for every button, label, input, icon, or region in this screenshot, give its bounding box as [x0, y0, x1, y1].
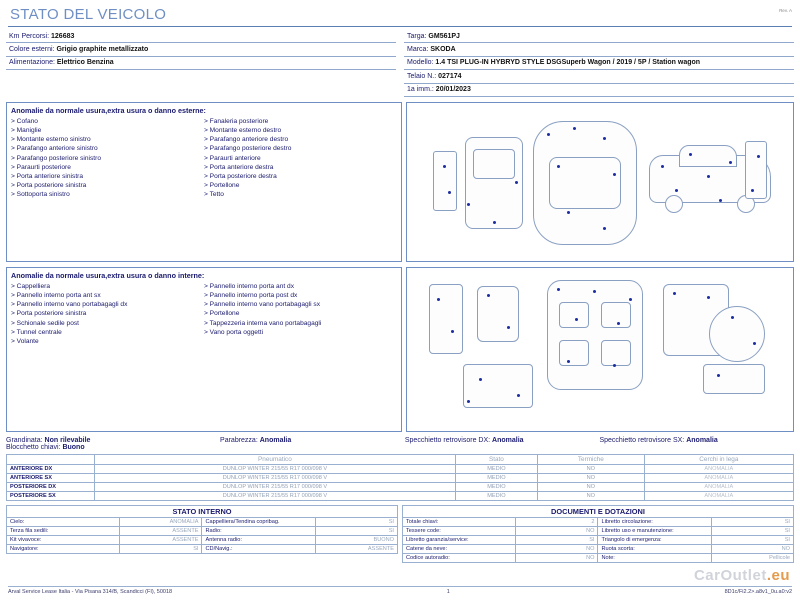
- document-key: Note:: [598, 554, 711, 563]
- tyre-rims: ANOMALIA: [644, 474, 793, 483]
- internal-damage-list: [6, 267, 402, 432]
- info-value-plate: GM561PJ: [428, 32, 460, 40]
- status-mirror-sx-label: Specchietto retrovisore SX:: [599, 437, 685, 445]
- list-item: > Volante: [11, 337, 39, 345]
- table-row: [403, 518, 794, 527]
- diagram-interior-left-panel: [429, 284, 463, 354]
- info-label-fuel: Alimentazione:: [9, 59, 55, 67]
- info-label-make: Marca:: [407, 45, 429, 53]
- table-header-row: [7, 455, 794, 465]
- document-value: NO: [516, 545, 598, 554]
- footer-reference: 8D1c/Fi2.2>.a8v1_0u.a0:v2: [724, 589, 792, 595]
- revision-label: Rev. A: [779, 8, 792, 13]
- table-row: [7, 527, 398, 536]
- list-item: > Fanaleria posteriore: [204, 118, 269, 126]
- status-keys-label: Blocchetto chiavi:: [6, 444, 61, 452]
- info-row-color: [6, 43, 396, 56]
- external-damage-list: [6, 102, 402, 262]
- bottom-tables: [6, 505, 794, 563]
- diagram-seat-row-2: [601, 302, 631, 328]
- footer-page-number: 1: [446, 589, 450, 595]
- tyre-rims: ANOMALIA: [644, 492, 793, 501]
- list-item: > Parafango anteriore sinistro: [11, 145, 98, 153]
- list-item: > Paraurti anteriore: [204, 154, 261, 162]
- document-key: Codice autoradio:: [403, 554, 516, 563]
- vehicle-info-grid: [6, 30, 794, 97]
- list-item: > Pannello interno porta ant dx: [204, 283, 294, 291]
- diagram-interior-bottom-panel: [463, 364, 533, 408]
- footer-company: Arval Service Lease Italia - Via Pisana 314/B, Scandicci (FI), 50018: [8, 589, 173, 595]
- table-row: [7, 465, 794, 474]
- interior-value: ASSENTE: [120, 527, 202, 536]
- document-value: Pellicole: [711, 554, 793, 563]
- internal-damage-col2: [204, 282, 397, 346]
- interior-value: ASSENTE: [315, 545, 397, 554]
- interior-table-wrap: [6, 505, 398, 563]
- status-hail-label: Grandinata:: [6, 437, 43, 445]
- tyre-state: MEDIO: [455, 483, 537, 492]
- tyre-position: POSTERIORE DX: [7, 483, 95, 492]
- document-key: Totale chiavi:: [403, 518, 516, 527]
- info-value-make: SKODA: [430, 45, 456, 53]
- info-row-make: [404, 43, 794, 56]
- document-value: SI: [516, 536, 598, 545]
- interior-key: Terza fila sedili:: [7, 527, 120, 536]
- status-keys: [6, 444, 220, 451]
- table-row: [7, 474, 794, 483]
- status-windscreen-label: Parabrezza:: [220, 437, 258, 445]
- list-item: > Pannello interno vano portabagagli dx: [11, 301, 128, 309]
- tyre-state: MEDIO: [455, 474, 537, 483]
- list-item: > Porta anteriore sinistra: [11, 172, 84, 180]
- vehicle-info-right: [400, 30, 794, 97]
- table-row: [7, 536, 398, 545]
- list-item: > Porta posteriore sinistra: [11, 310, 87, 318]
- interior-key: Cappelliera/Tendina copribag.: [202, 518, 315, 527]
- document-key: Tessere code:: [403, 527, 516, 536]
- list-item: > Cappelliera: [11, 283, 51, 291]
- interior-value: BUONO: [315, 536, 397, 545]
- interior-value: ASSENTE: [120, 536, 202, 545]
- list-item: > Parafango anteriore destro: [204, 136, 289, 144]
- tyre-rims: ANOMALIA: [644, 465, 793, 474]
- diagram-seat-row-3: [559, 340, 589, 366]
- title-divider: [8, 26, 792, 27]
- diagram-dashboard: [703, 364, 765, 394]
- interior-key: Radio:: [202, 527, 315, 536]
- document-key: Catene da neve:: [403, 545, 516, 554]
- diagram-side-cabin: [679, 145, 737, 167]
- interior-key: Kit vivavoce:: [7, 536, 120, 545]
- info-value-chassis: 027174: [438, 72, 462, 80]
- diagram-steering-wheel: [709, 306, 765, 362]
- status-hail-value: Non rilevabile: [44, 437, 91, 445]
- info-label-first-registration: 1a imm.:: [407, 86, 434, 94]
- status-mirror-sx-value: Anomalia: [686, 437, 718, 445]
- list-item: > Portellone: [204, 181, 240, 189]
- tyres-col-state: Stato: [455, 455, 537, 465]
- table-row: [403, 545, 794, 554]
- documents-table: [402, 517, 794, 563]
- document-value: 2: [516, 518, 598, 527]
- exterior-diagram: [406, 102, 794, 262]
- external-damage-col2: [204, 117, 397, 199]
- info-label-km: Km Percorsi:: [9, 32, 50, 40]
- table-row: [403, 536, 794, 545]
- list-item: > Pannello interno vano portabagagli sx: [204, 301, 321, 309]
- tyre-position: ANTERIORE SX: [7, 474, 95, 483]
- tyre-thermal: NO: [537, 465, 644, 474]
- status-hail: [6, 437, 220, 444]
- list-item: > Maniglie: [11, 127, 42, 135]
- external-damage-section: [6, 102, 794, 262]
- diagram-left-door: [433, 151, 457, 211]
- list-item: > Pannello interno porta post dx: [204, 292, 298, 300]
- tyre-state: MEDIO: [455, 492, 537, 501]
- list-item: > Tetto: [204, 190, 224, 198]
- document-key: Libretto circolazione:: [598, 518, 711, 527]
- tyre-position: ANTERIORE DX: [7, 465, 95, 474]
- tyre-thermal: NO: [537, 492, 644, 501]
- interior-diagram: [406, 267, 794, 432]
- interior-value: SI: [315, 527, 397, 536]
- table-row: [7, 492, 794, 501]
- list-item: > Porta posteriore sinistra: [11, 181, 87, 189]
- external-damage-title: Anomalie da normale usura,extra usura o danno esterne:: [11, 106, 206, 116]
- list-item: > Portellone: [204, 310, 240, 318]
- table-row: [7, 545, 398, 554]
- internal-damage-title: Anomalie da normale usura,extra usura o danno interne:: [11, 271, 205, 281]
- info-row-chassis: [404, 70, 794, 83]
- document-value: NO: [516, 527, 598, 536]
- document-key: Triangolo di emergenza:: [598, 536, 711, 545]
- list-item: > Parafango posteriore sinistro: [11, 154, 101, 162]
- tyres-col-rims: Cerchi in lega: [644, 455, 793, 465]
- info-label-plate: Targa:: [407, 32, 427, 40]
- diagram-interior-seat-front: [477, 286, 519, 342]
- status-mirror-dx: [405, 437, 600, 451]
- table-row: [7, 483, 794, 492]
- diagram-seat-row-4: [601, 340, 631, 366]
- page-title: STATO DEL VEICOLO: [10, 6, 167, 23]
- tyre-model: DUNLOP WINTER 215/55 R17 000/098 V: [95, 483, 456, 492]
- status-keys-value: Buono: [62, 444, 85, 452]
- info-value-model: 1.4 TSI PLUG-IN HYBRYD STYLE DSGSuperb Wagon / 2019 / 5P / Station wagon: [435, 59, 701, 67]
- document-value: NO: [711, 545, 793, 554]
- documents-table-caption: DOCUMENTI E DOTAZIONI: [402, 505, 794, 517]
- interior-value: SI: [315, 518, 397, 527]
- status-mirror-dx-value: Anomalia: [492, 437, 524, 445]
- list-item: > Montante esterno sinistro: [11, 136, 91, 144]
- diagram-front-windshield: [473, 149, 515, 179]
- list-item: > Paraurti posteriore: [11, 163, 71, 171]
- page-footer: [8, 586, 792, 595]
- tyre-thermal: NO: [537, 474, 644, 483]
- tyre-model: DUNLOP WINTER 215/55 R17 000/098 V: [95, 492, 456, 501]
- diagram-wheel-front: [665, 195, 683, 213]
- interior-value: SI: [120, 545, 202, 554]
- table-row: [7, 518, 398, 527]
- tyre-model: DUNLOP WINTER 215/55 R17 000/098 V: [95, 465, 456, 474]
- info-label-color: Colore esterni:: [9, 45, 55, 53]
- interior-key: CD/Navig.:: [202, 545, 315, 554]
- info-value-fuel: Elettrico Benzina: [56, 59, 114, 67]
- list-item: > Pannello interno porta ant sx: [11, 292, 101, 300]
- info-row-model: [404, 57, 794, 70]
- document-key: Libretto uso e manutenzione:: [598, 527, 711, 536]
- list-item: > Montante esterno destro: [204, 127, 282, 135]
- tyres-table: [6, 454, 794, 501]
- document-key: Libretto garanzia/service:: [403, 536, 516, 545]
- document-value: NO: [516, 554, 598, 563]
- interior-key: Navigatore:: [7, 545, 120, 554]
- status-mirror-dx-label: Specchietto retrovisore DX:: [404, 437, 491, 445]
- tyres-col-tyre: Pneumatico: [95, 455, 456, 465]
- info-row-first-registration: [404, 84, 794, 97]
- table-row: [403, 527, 794, 536]
- tyre-position: POSTERIORE SX: [7, 492, 95, 501]
- interior-value: ANOMALIA: [120, 518, 202, 527]
- document-value: SI: [711, 536, 793, 545]
- diagram-seat-row-1: [559, 302, 589, 328]
- vehicle-info-left: [6, 30, 400, 97]
- interior-key: Antenna radio:: [202, 536, 315, 545]
- tyre-state: MEDIO: [455, 465, 537, 474]
- info-value-color: Grigio graphite metallizzato: [56, 45, 149, 53]
- internal-damage-col1: [11, 282, 204, 346]
- status-mirror-sx: [599, 437, 794, 451]
- watermark: [694, 567, 790, 584]
- list-item: > Porta posteriore destra: [204, 172, 277, 180]
- info-row-km: [6, 30, 396, 43]
- diagram-interior-cabin-top: [547, 280, 643, 390]
- documents-table-wrap: [402, 505, 794, 563]
- interior-key: Cielo:: [7, 518, 120, 527]
- list-item: > Schionale sedile post: [11, 319, 79, 327]
- diagram-right-door: [745, 141, 767, 199]
- tyres-col-position: [7, 455, 95, 465]
- tyre-model: DUNLOP WINTER 215/55 R17 000/098 V: [95, 474, 456, 483]
- global-status-line: [6, 437, 794, 451]
- info-label-chassis: Telaio N.:: [407, 72, 437, 80]
- document-key: Ruota scorta:: [598, 545, 711, 554]
- info-value-km: 126683: [51, 32, 75, 40]
- external-damage-col1: [11, 117, 204, 199]
- table-row: [403, 554, 794, 563]
- watermark-text: CarOutlet: [693, 567, 767, 584]
- status-windscreen: [220, 437, 405, 451]
- tyre-rims: ANOMALIA: [644, 483, 793, 492]
- tyres-col-thermal: Termiche: [537, 455, 644, 465]
- info-row-fuel: [6, 57, 396, 70]
- status-windscreen-value: Anomalia: [259, 437, 292, 445]
- list-item: > Tappezzeria interna vano portabagagli: [204, 319, 322, 327]
- info-value-first-registration: 20/01/2023: [435, 86, 471, 94]
- tyre-thermal: NO: [537, 483, 644, 492]
- interior-table: [6, 517, 398, 554]
- interior-table-caption: STATO INTERNO: [6, 505, 398, 517]
- watermark-suffix: .eu: [766, 567, 790, 584]
- info-row-plate: [404, 30, 794, 43]
- status-hail-keys: [6, 437, 220, 451]
- document-value: SI: [711, 527, 793, 536]
- list-item: > Parafango posteriore destro: [204, 145, 292, 153]
- internal-damage-section: [6, 267, 794, 432]
- list-item: > Sottoporta sinistro: [11, 190, 70, 198]
- list-item: > Tunnel centrale: [11, 328, 62, 336]
- document-value: SI: [711, 518, 793, 527]
- list-item: > Cofano: [11, 118, 38, 126]
- info-label-model: Modello:: [407, 59, 434, 67]
- list-item: > Vano porta oggetti: [204, 328, 264, 336]
- list-item: > Porta anteriore destra: [204, 163, 274, 171]
